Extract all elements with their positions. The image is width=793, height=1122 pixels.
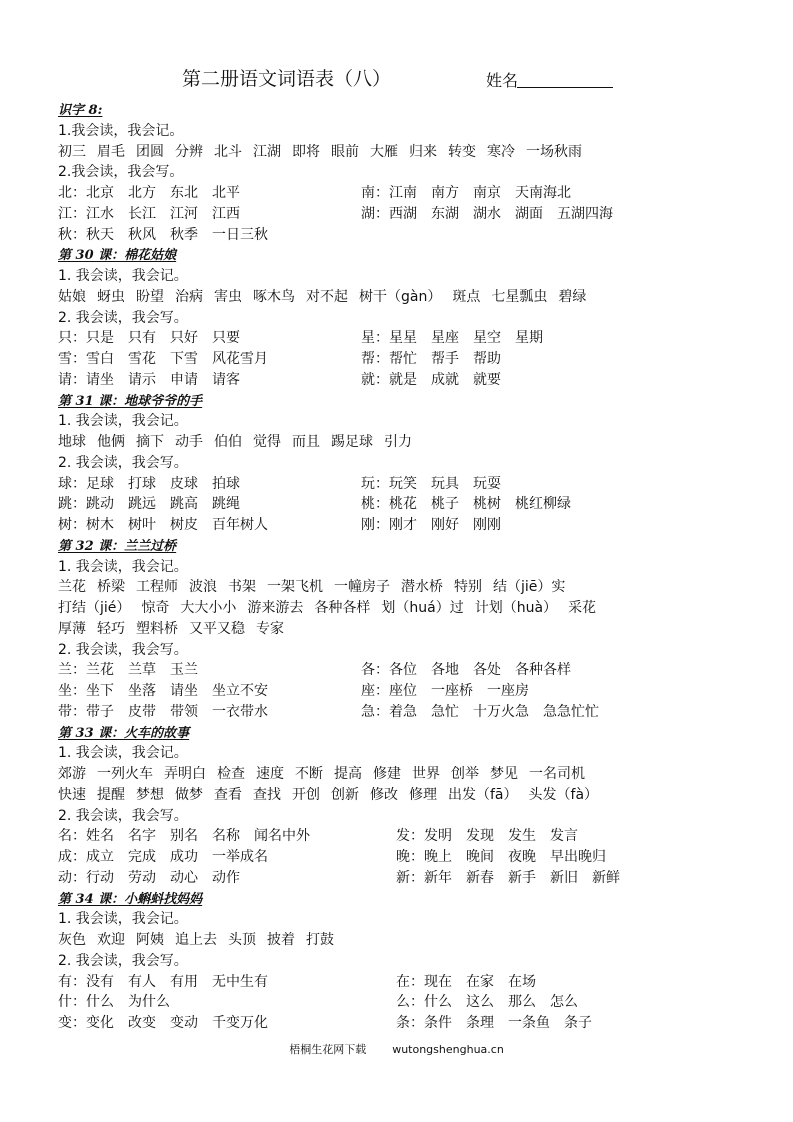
text-line: [58, 308, 758, 329]
lesson-heading: [58, 889, 758, 910]
text-line: [58, 453, 758, 474]
lesson-heading: [58, 245, 758, 266]
character-group-left: 树：树木 树叶 树皮 百年树人: [58, 517, 268, 533]
vocab-word: 一名司机: [529, 766, 585, 782]
character-group-left: 北：北京 北方 东北 北平: [58, 185, 240, 201]
name-label: 姓名: [486, 71, 519, 90]
word-row: [58, 930, 758, 951]
vocab-word: 转变: [448, 143, 476, 160]
vocab-word: 灰色: [58, 932, 86, 948]
vocab-word: 塑料桥: [136, 620, 178, 637]
character-pair-row: [58, 494, 758, 515]
character-group-left: 有：没有 有人 有用 无中生有: [58, 973, 268, 990]
vocab-word: 梦想: [136, 786, 164, 803]
vocab-word: 查看: [214, 786, 242, 803]
vocab-word: 波浪: [189, 579, 217, 596]
vocab-word: 修建: [373, 766, 401, 782]
lesson-heading: [58, 723, 758, 744]
character-group-left: 兰：兰花 兰草 玉兰: [58, 662, 198, 679]
character-group-left: 带：带子 皮带 带领 一衣带水: [58, 703, 268, 720]
character-group-left: 跳：跳动 跳远 跳高 跳绳: [58, 496, 240, 513]
character-group-right: 南：江南 南方 南京 天南海北: [361, 185, 571, 201]
character-group-right: 么：什么 这么 那么 怎么: [396, 994, 578, 1011]
name-blank-line: [517, 87, 613, 88]
character-group-right: 急：着急 急忙 十万火急 急急忙忙: [361, 703, 599, 720]
vocab-word: 打鼓: [306, 932, 334, 948]
character-group-right: 新：新年 新春 新手 新旧 新鲜: [396, 869, 620, 886]
vocab-word: 一架飞机: [267, 579, 323, 596]
lesson-heading-text: 第 32 课：兰兰过桥: [58, 538, 177, 554]
text-line-content: 1. 我会读，我会记。: [58, 745, 188, 762]
character-pair-row: [58, 204, 758, 225]
vocab-word: 而且: [292, 434, 320, 450]
character-group-left: 请：请坐 请示 申请 请客: [58, 371, 240, 388]
vocab-word: 眉毛: [97, 143, 125, 160]
text-line: [58, 266, 758, 287]
vocab-word: 地球: [58, 434, 86, 450]
vocab-word: 北斗: [214, 143, 242, 160]
vocab-word: 江湖: [253, 143, 281, 160]
text-line-content: 2. 我会读，我会写。: [58, 641, 188, 658]
character-group-right: 座：座位 一座桥 一座房: [361, 683, 529, 699]
vocab-word: 厚薄: [58, 620, 86, 637]
lesson-heading: [58, 100, 758, 121]
vocab-word: 盼望: [136, 288, 164, 305]
text-line-content: 1. 我会读，我会记。: [58, 558, 188, 575]
word-row: [58, 577, 758, 598]
vocab-word: 即将: [292, 143, 320, 160]
vocab-word: 对不起: [306, 288, 348, 305]
vocab-word: 他俩: [97, 434, 125, 450]
vocab-word: 团圆: [136, 143, 164, 160]
text-line-content: 2. 我会读，我会写。: [58, 309, 188, 326]
character-pair-row: [58, 370, 758, 391]
word-row: [58, 142, 758, 163]
vocab-word: 游来游去: [247, 600, 304, 616]
lesson-heading-text: 第 31 课：地球爷爷的手: [58, 393, 203, 409]
vocab-word: 世界: [412, 766, 440, 782]
lesson-heading: [58, 536, 758, 557]
character-pair-row: [58, 1013, 758, 1034]
vocab-word: 划（huá）过: [381, 600, 464, 616]
vocab-word: 啄木鸟: [253, 288, 295, 305]
vocab-word: 专家: [256, 620, 284, 637]
character-pair-row: [58, 868, 758, 889]
vocab-word: 归来: [409, 143, 437, 160]
vocabulary-list: [58, 100, 758, 1034]
character-group-left: 只：只是 只有 只好 只要: [58, 330, 240, 347]
vocab-word: 潜水桥: [401, 579, 443, 596]
character-pair-row: [58, 702, 758, 723]
character-group-right: 发：发明 发现 发生 发言: [396, 828, 578, 845]
footer: [0, 1042, 793, 1058]
vocab-word: 引力: [384, 434, 412, 450]
character-pair-row: [58, 515, 758, 536]
vocab-word: 快速: [58, 786, 86, 803]
vocab-word: 伯伯: [214, 434, 242, 450]
vocab-word: 速度: [256, 766, 284, 782]
character-group-right: 帮：帮忙 帮手 帮助: [361, 351, 501, 367]
character-group-left: 名：姓名 名字 别名 名称 闻名中外: [58, 828, 310, 845]
vocab-word: 动手: [175, 434, 203, 450]
lesson-heading: [58, 391, 758, 412]
vocab-word: 惊奇: [141, 600, 170, 616]
header: [0, 66, 793, 92]
word-row: [58, 287, 758, 308]
vocab-word: 头发（fà）: [528, 786, 599, 803]
character-group-right: 就：就是 成就 就要: [361, 371, 501, 388]
text-line: [58, 121, 758, 142]
text-line-content: 1. 我会读，我会记。: [58, 268, 188, 284]
character-pair-row: [58, 992, 758, 1013]
vocab-word: 开创: [292, 786, 320, 803]
vocab-word: 各种各样: [314, 600, 371, 616]
text-line: [58, 411, 758, 432]
character-group-left: 变：变化 改变 变动 千变万化: [58, 1015, 268, 1031]
character-group-right: 星：星星 星座 星空 星期: [361, 330, 543, 347]
character-group-right: 玩：玩笑 玩具 玩耍: [361, 475, 501, 492]
text-line-content: 2. 我会读，我会写。: [58, 454, 188, 471]
lesson-heading-text: 第 34 课：小蝌蚪找妈妈: [58, 891, 203, 907]
page-title: 第二册语文词语表（八）: [182, 68, 392, 90]
character-group-right: 桃：桃花 桃子 桃树 桃红柳绿: [361, 496, 571, 513]
vocab-word: 披着: [267, 932, 295, 948]
vocab-word: 踢足球: [331, 434, 373, 450]
vocab-word: 大大小小: [180, 600, 237, 616]
vocab-word: 出发（fā）: [448, 786, 518, 803]
lesson-heading-text: 第 33 课：火车的故事: [58, 725, 190, 741]
vocab-word: 一幢房子: [334, 579, 390, 596]
vocab-word: 轻巧: [97, 620, 125, 637]
character-pair-row: [58, 681, 758, 702]
vocab-word: 斑点: [452, 288, 481, 305]
word-row: [58, 764, 758, 785]
text-line: [58, 557, 758, 578]
vocab-word: 弄明白: [164, 766, 206, 782]
vocab-word: 分辨: [175, 143, 203, 160]
text-line: [58, 951, 758, 972]
vocab-word: 寒冷: [487, 143, 515, 160]
vocab-word: 一列火车: [97, 766, 153, 782]
vocab-word: 又平又稳: [189, 620, 245, 637]
vocab-word: 树干（gàn）: [359, 288, 442, 305]
character-pair-row: [58, 328, 758, 349]
vocab-word: 梦见: [490, 766, 518, 782]
text-line: [58, 806, 758, 827]
character-group-right: 湖：西湖 东湖 湖水 湖面 五湖四海: [361, 205, 613, 222]
vocab-word: 追上去: [175, 932, 217, 948]
word-row: [58, 598, 758, 619]
vocab-word: 提醒: [97, 786, 125, 803]
lesson-heading-text: 第 30 课：棉花姑娘: [58, 248, 177, 264]
vocab-word: 工程师: [136, 579, 178, 596]
vocab-word: 摘下: [136, 434, 164, 450]
character-pair-row: [58, 972, 758, 993]
character-group-left: 江：江水 长江 江河 江西: [58, 205, 240, 222]
text-line-content: 2.我会读，我会写。: [58, 164, 184, 181]
character-group-right: 各：各位 各地 各处 各种各样: [361, 662, 571, 679]
text-line: [58, 640, 758, 661]
character-pair-row: [58, 474, 758, 495]
vocab-word: 提高: [334, 766, 362, 782]
text-line: [58, 225, 758, 246]
text-line-content: 1.我会读，我会记。: [58, 122, 184, 139]
character-group-left: 雪：雪白 雪花 下雪 风花雪月: [58, 351, 268, 367]
text-line-content: 1. 我会读，我会记。: [58, 413, 188, 430]
character-group-right: 条：条件 条理 一条鱼 条子: [396, 1015, 592, 1031]
character-pair-row: [58, 826, 758, 847]
vocab-word: 做梦: [175, 786, 203, 803]
vocab-word: 头顶: [228, 932, 256, 948]
vocab-word: 大雁: [370, 143, 398, 160]
character-group-left: 成：成立 完成 成功 一举成名: [58, 849, 268, 865]
character-pair-row: [58, 349, 758, 370]
character-group-left: 球：足球 打球 皮球 拍球: [58, 475, 240, 492]
vocab-word: 眼前: [331, 143, 359, 160]
vocab-word: 一场秋雨: [526, 143, 582, 160]
character-pair-row: [58, 660, 758, 681]
vocab-word: 欢迎: [97, 932, 125, 948]
vocab-word: 不断: [295, 766, 323, 782]
vocab-word: 打结（jié）: [58, 600, 131, 616]
character-group-left: 什：什么 为什么: [58, 994, 170, 1011]
vocab-word: 觉得: [253, 434, 281, 450]
vocab-word: 创新: [331, 786, 359, 803]
vocab-word: 书架: [228, 579, 256, 596]
vocab-word: 采花: [568, 600, 597, 616]
vocab-word: 计划（huà）: [474, 600, 558, 616]
vocab-word: 特别: [454, 579, 482, 596]
vocab-word: 结（jiē）实: [493, 579, 566, 596]
vocab-word: 害虫: [214, 288, 242, 305]
vocab-word: 阿姨: [136, 932, 164, 948]
vocab-word: 桥梁: [97, 579, 125, 596]
vocab-word: 碧绿: [558, 288, 587, 305]
vocab-word: 创举: [451, 766, 479, 782]
vocab-word: 郊游: [58, 766, 86, 782]
character-group-left: 动：行动 劳动 动心 动作: [58, 869, 240, 886]
text-line-content: 1. 我会读，我会记。: [58, 911, 188, 928]
text-line-content: 2. 我会读，我会写。: [58, 807, 188, 824]
vocab-word: 姑娘: [58, 288, 86, 305]
vocab-word: 蚜虫: [97, 288, 125, 305]
vocab-word: 查找: [253, 786, 281, 803]
character-pair-row: [58, 847, 758, 868]
vocab-word: 七星瓢虫: [491, 288, 548, 305]
character-group-right: 晚：晚上 晚间 夜晚 早出晚归: [396, 849, 606, 865]
vocab-word: 兰花: [58, 579, 86, 596]
character-group-left: 坐：坐下 坐落 请坐 坐立不安: [58, 683, 268, 699]
lesson-heading-text: 识字 8:: [58, 103, 103, 118]
word-row: [58, 619, 758, 640]
vocab-word: 初三: [58, 143, 86, 160]
text-line: [58, 743, 758, 764]
text-line: [58, 162, 758, 183]
vocab-word: 治病: [175, 288, 203, 305]
character-group-right: 在：现在 在家 在场: [396, 973, 536, 990]
character-pair-row: [58, 183, 758, 204]
text-line: [58, 909, 758, 930]
text-line-content: 2. 我会读，我会写。: [58, 952, 188, 969]
footer-site-name: 梧桐生花网下载: [289, 1043, 367, 1056]
vocab-word: 修改: [370, 786, 398, 803]
word-row: [58, 432, 758, 453]
footer-site-url: wutongshenghua.cn: [392, 1043, 504, 1056]
word-row: [58, 785, 758, 806]
text-line-content: 秋：秋天 秋风 秋季 一日三秋: [58, 226, 268, 243]
vocab-word: 修理: [409, 786, 437, 803]
vocab-word: 检查: [217, 766, 245, 782]
character-group-right: 刚：刚才 刚好 刚刚: [361, 517, 501, 533]
